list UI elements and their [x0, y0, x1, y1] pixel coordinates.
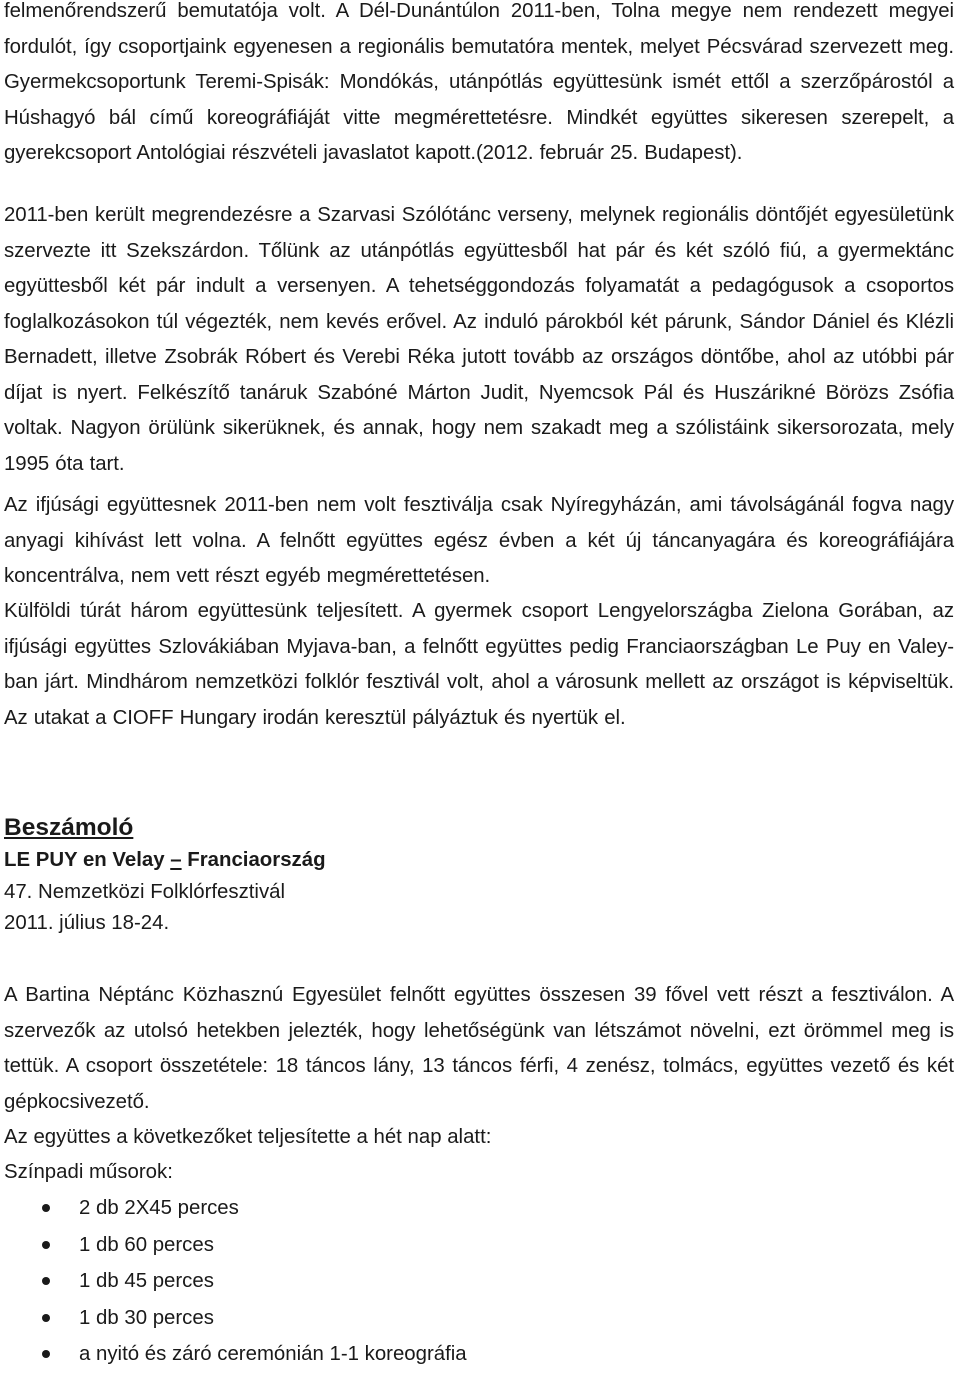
stage-shows-label: Színpadi műsorok: [4, 1161, 173, 1183]
list-item-text: 1 db 60 perces [79, 1233, 214, 1256]
paragraph-youth-and-adult-ensemble: Az ifjúsági együttesnek 2011-ben nem volt fesztiválja csak Nyíregyházán, ami távolságánál fogva nagy anyagi kihívást lett volna. A felnőtt együttes egész évben a két új táncanyagára és koreográfiájára koncentrálva, nem vett részt egyéb megmérettetésen. [4, 494, 954, 587]
report-heading: Beszámoló [4, 814, 134, 841]
festival-name: 47. Nemzetközi Folklórfesztivál [4, 881, 286, 903]
paragraph-foreign-tours: Külföldi túrát három együttesünk teljesített. A gyermek csoport Lengyelországba Zielona Gorában, az ifjúsági együttes Szlovákiában Myjava-ban, a felnőtt együttes pedig Franciaországban Le Puy en Valey-ban járt. Mindhárom nemzetközi folklór fesztivál volt, ahol a városunk mellett az országot is képviseltük. Az utakat a CIOFF Hungary irodán keresztül pályáztuk és nyertük el. [4, 600, 954, 729]
list-item-text: 1 db 30 perces [79, 1306, 214, 1329]
bullet-icon [42, 1277, 50, 1285]
bullet-icon [42, 1314, 50, 1322]
bullet-icon [42, 1350, 50, 1358]
performance-intro: Az együttes a következőket teljesítette a hét nap alatt: [4, 1126, 492, 1148]
bullet-icon [42, 1241, 50, 1249]
paragraph-solo-dance-competition: 2011-ben került megrendezésre a Szarvasi Szólótánc verseny, melynek regionális döntőjét egyesületünk szervezte itt Szekszárdon. Tőlünk az utánpótlás együttesből hat pár és két szóló fiú, a gyermektánc együttesből két pár indult a versenyen. A tehetséggondozás folyamatát a pedagógusok a csoportos foglalkozásokon túl végezték, nem kevés erővel. Az induló párokból két párunk, Sándor Dániel és Klézli Bernadett, illetve Zsobrák Róbert és Verebi Réka jutott tovább az országos döntőbe, ahol az utóbbi pár díjat is nyert. Felkészítő tanáruk Szabóné Márton Judit, Nyemcsok Pál és Huszárikné Börözs Zsófia voltak. Nagyon örülünk sikerüknek, és annak, hogy nem szakadt meg a szólistáink sikersorozata, mely 1995 óta tart. [4, 204, 954, 475]
list-item-text: 1 db 45 perces [79, 1270, 214, 1292]
location-city: LE PUY en Velay [4, 849, 165, 871]
report-location [4, 845, 326, 875]
location-dash: – [170, 849, 182, 871]
bullet-icon [42, 1204, 50, 1212]
paragraph-regional-show: felmenőrendszerű bemutatója volt. A Dél-Dunántúlon 2011-ben, Tolna megye nem rendezett megyei fordulót, így csoportjaink egyenesen a regionális bemutatóra mentek, melyet Pécsvárad szervezett meg. Gyermekcsoportunk Teremi-Spisák: Mondókás, utánpótlás együttesünk ismét ettől a szerzőpárostól a Húshagyó bál című koreográfiáját vitte megmérettetésre. Mindkét együttes sikeresen szerepelt, a gyerekcsoport Antológiai részvételi javaslatot kapott.(2012. február 25. Budapest). [4, 0, 954, 164]
list-item-text: 2 db 2X45 perces [79, 1197, 239, 1219]
location-country: Franciaország [187, 849, 326, 871]
paragraph-participation: A Bartina Néptánc Közhasznú Egyesület felnőtt együttes összesen 39 fővel vett részt a fesztiválon. A szervezők az utolsó hetekben jelezték, hogy lehetőségünk van létszámot növelni, ezt örömmel meg is tettük. A csoport összetétele: 18 táncos lány, 13 táncos férfi, 4 zenész, tolmács, együttes vezető és két gépkocsivezető. [4, 984, 954, 1113]
list-item-text: a nyitó és záró ceremónián 1-1 koreográfia [79, 1343, 467, 1365]
festival-dates: 2011. július 18-24. [4, 912, 170, 934]
